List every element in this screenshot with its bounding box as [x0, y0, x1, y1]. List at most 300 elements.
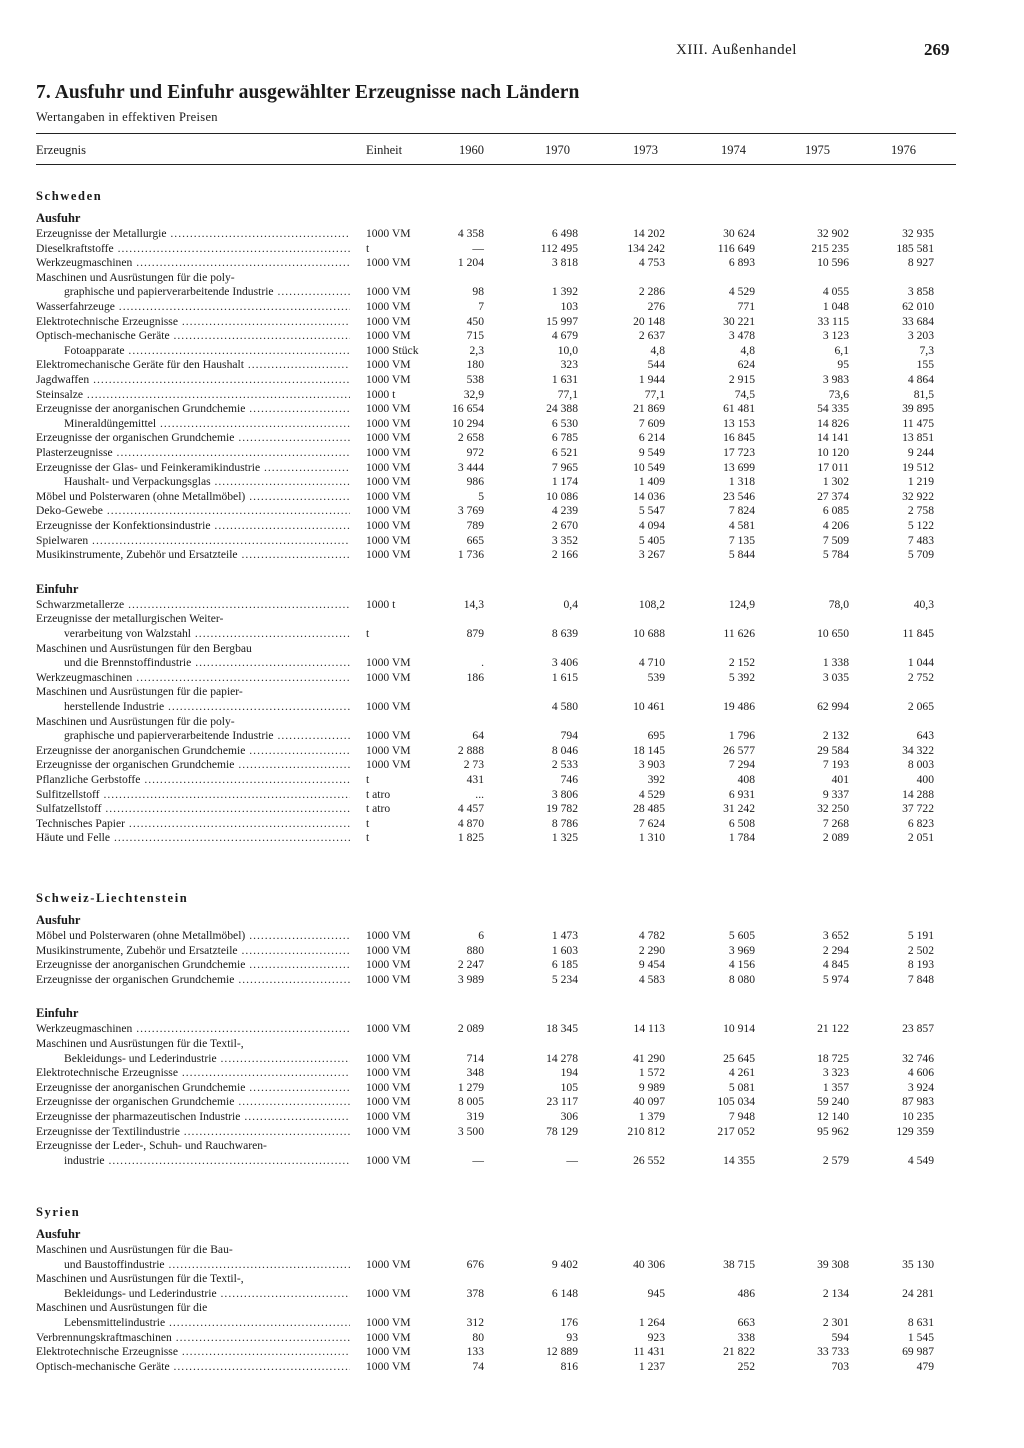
- value-cell: 665: [466, 533, 484, 547]
- value-cell: 3 323: [822, 1066, 849, 1080]
- unit-cell: 1000 VM: [366, 1359, 411, 1373]
- unit-cell: 1000 VM: [366, 329, 411, 343]
- value-cell: 1 944: [638, 373, 665, 386]
- value-cell: 35 130: [902, 1257, 934, 1271]
- table-row: [0, 417, 1024, 431]
- value-cell: 73,6: [828, 387, 849, 401]
- value-cell: 2 286: [638, 285, 665, 299]
- unit-cell: t: [366, 627, 370, 640]
- value-cell: 1 310: [638, 831, 665, 845]
- value-cell: 3 983: [822, 373, 849, 386]
- table-row: [0, 598, 1024, 612]
- product-label: Bekleidungs- und Lederindustrie .....: [64, 1287, 350, 1301]
- product-label: Steinsalze .....: [36, 388, 350, 402]
- value-cell: 62 994: [817, 700, 849, 713]
- value-cell: —: [472, 1153, 484, 1167]
- product-label: Elektrotechnische Erzeugnisse .....: [36, 315, 350, 329]
- product-label: Erzeugnisse der Metallurgie .....: [36, 227, 350, 241]
- value-cell: 3 806: [551, 787, 578, 801]
- value-cell: 31 242: [723, 802, 755, 816]
- table-row: [0, 671, 1024, 685]
- value-cell: 64: [472, 729, 484, 743]
- unit-cell: t atro: [366, 802, 391, 816]
- value-cell: 210 812: [627, 1124, 665, 1138]
- value-cell: 312: [466, 1316, 484, 1329]
- value-cell: 30 624: [723, 227, 755, 240]
- value-cell: 2 658: [457, 431, 484, 445]
- value-cell: 62 010: [902, 300, 934, 313]
- unit-cell: 1000 VM: [366, 1080, 411, 1094]
- unit-cell: 1000 VM: [366, 227, 411, 240]
- unit-cell: 1000 VM: [366, 519, 411, 532]
- value-cell: 715: [466, 329, 484, 343]
- column-header-unit: Einheit: [366, 143, 403, 157]
- value-cell: 401: [831, 773, 849, 786]
- unit-cell: 1000 VM: [366, 929, 411, 942]
- flow-heading: Einfuhr: [36, 1006, 79, 1021]
- product-label: Häute und Felle .....: [36, 831, 350, 845]
- table-row: [0, 431, 1024, 445]
- value-cell: 9 402: [551, 1257, 578, 1271]
- value-cell: 77,1: [557, 387, 578, 401]
- value-cell: 10 294: [452, 416, 484, 430]
- table-row: [0, 300, 1024, 314]
- product-label: Maschinen und Ausrüstungen für die poly-: [36, 270, 235, 284]
- value-cell: 194: [560, 1066, 578, 1080]
- table-row: [0, 802, 1024, 816]
- product-label: Musikinstrumente, Zubehör und Ersatzteile .....: [36, 548, 350, 562]
- flow-heading: Einfuhr: [36, 581, 79, 596]
- table-row: [0, 1037, 1024, 1051]
- unit-cell: 1000 VM: [366, 1051, 411, 1065]
- product-label: Maschinen und Ausrüstungen für die papier-: [36, 685, 243, 699]
- unit-cell: 1000 VM: [366, 402, 411, 416]
- value-cell: 7 294: [728, 758, 755, 772]
- value-cell: 4 549: [907, 1153, 934, 1167]
- column-header-year: 1975: [805, 143, 830, 157]
- product-label: Erzeugnisse der organischen Grundchemie .....: [36, 431, 350, 445]
- table-row: [0, 929, 1024, 943]
- value-cell: 5 234: [551, 972, 578, 986]
- table-row: [0, 373, 1024, 387]
- product-label: Fotoapparate .....: [64, 344, 350, 358]
- unit-cell: 1000 VM: [366, 1330, 411, 1344]
- value-cell: 33 684: [902, 314, 934, 328]
- value-cell: 32 922: [902, 489, 934, 503]
- value-cell: 4,8: [740, 343, 755, 357]
- table-row: [0, 461, 1024, 475]
- unit-cell: t: [366, 241, 370, 255]
- unit-cell: 1000 t: [366, 387, 396, 401]
- value-cell: 10 596: [817, 256, 849, 270]
- value-cell: 5 547: [638, 504, 665, 518]
- product-label: Möbel und Polsterwaren (ohne Metallmöbel) .....: [36, 490, 350, 504]
- table-row: [0, 744, 1024, 758]
- value-cell: 32 902: [817, 227, 849, 240]
- value-cell: 1 048: [822, 300, 849, 313]
- value-cell: 93: [566, 1330, 578, 1344]
- value-cell: 4 156: [728, 958, 755, 972]
- value-cell: 923: [647, 1330, 665, 1344]
- value-cell: 24 281: [902, 1286, 934, 1300]
- product-label: Schwarzmetallerze .....: [36, 598, 350, 612]
- table-row: [0, 715, 1024, 729]
- unit-cell: 1000 VM: [366, 256, 411, 270]
- value-cell: 155: [916, 358, 934, 372]
- product-label: Erzeugnisse der organischen Grundchemie .....: [36, 1095, 350, 1109]
- value-cell: 26 577: [723, 743, 755, 757]
- value-cell: 1 204: [457, 256, 484, 270]
- value-cell: 33 733: [817, 1345, 849, 1359]
- product-label: Erzeugnisse der Glas- und Feinkeramikindustrie .....: [36, 461, 350, 475]
- value-cell: 7 824: [728, 504, 755, 518]
- table-row: [0, 285, 1024, 299]
- product-label: Optisch-mechanische Geräte .....: [36, 1360, 350, 1374]
- value-cell: 1 044: [907, 656, 934, 670]
- product-label: Deko-Gewebe .....: [36, 504, 350, 518]
- product-label: Erzeugnisse der anorganischen Grundchemie .....: [36, 958, 350, 972]
- value-cell: 1 545: [907, 1330, 934, 1344]
- table-row: [0, 1022, 1024, 1036]
- value-cell: 7 483: [907, 533, 934, 547]
- value-cell: 6 498: [551, 227, 578, 240]
- value-cell: 2 915: [728, 373, 755, 386]
- value-cell: 594: [831, 1330, 849, 1344]
- value-cell: 14 826: [817, 416, 849, 430]
- value-cell: 21 869: [633, 402, 665, 416]
- value-cell: 2 502: [907, 943, 934, 957]
- value-cell: 78 129: [546, 1124, 578, 1138]
- table-row: [0, 548, 1024, 562]
- value-cell: 10 086: [546, 489, 578, 503]
- value-cell: 5 081: [728, 1080, 755, 1094]
- value-cell: 13 153: [723, 416, 755, 430]
- product-label: Erzeugnisse der anorganischen Grundchemie .....: [36, 1081, 350, 1095]
- unit-cell: t: [366, 816, 370, 830]
- value-cell: 1 302: [822, 475, 849, 489]
- product-label: Technisches Papier .....: [36, 817, 350, 831]
- table-row: [0, 758, 1024, 772]
- value-cell: 5: [478, 489, 484, 503]
- unit-cell: 1000 VM: [366, 475, 411, 489]
- value-cell: 12 140: [817, 1110, 849, 1123]
- unit-cell: 1000 VM: [366, 1345, 411, 1359]
- value-cell: 61 481: [723, 402, 755, 416]
- value-cell: 7 848: [907, 972, 934, 986]
- value-cell: 8 003: [907, 758, 934, 772]
- table-row: [0, 700, 1024, 714]
- value-cell: 11 845: [902, 627, 934, 640]
- value-cell: 703: [831, 1359, 849, 1373]
- product-label: Mineraldüngemittel .....: [64, 417, 350, 431]
- product-label: Wasserfahrzeuge .....: [36, 300, 350, 314]
- value-cell: 880: [466, 943, 484, 957]
- value-cell: 3 924: [907, 1080, 934, 1094]
- value-cell: 32 746: [902, 1051, 934, 1065]
- value-cell: 3 035: [822, 670, 849, 684]
- value-cell: 4 845: [822, 958, 849, 972]
- value-cell: 98: [472, 285, 484, 299]
- table-row: [0, 1287, 1024, 1301]
- table-subtitle: Wertangaben in effektiven Preisen: [36, 110, 218, 124]
- value-cell: 8 639: [551, 627, 578, 640]
- value-cell: 323: [560, 358, 578, 372]
- value-cell: 7 509: [822, 533, 849, 547]
- value-cell: 2 579: [822, 1153, 849, 1167]
- value-cell: 21 122: [817, 1022, 849, 1036]
- table-row: [0, 1243, 1024, 1257]
- value-cell: 9 549: [638, 446, 665, 459]
- value-cell: 103: [560, 300, 578, 313]
- value-cell: 3 652: [822, 929, 849, 942]
- product-label: Möbel und Polsterwaren (ohne Metallmöbel) .....: [36, 929, 350, 943]
- page-number: 269: [924, 40, 950, 59]
- unit-cell: t: [366, 773, 370, 786]
- table-row: [0, 729, 1024, 743]
- value-cell: 1 318: [728, 475, 755, 489]
- country-heading: Schweiz-Liechtenstein: [36, 891, 189, 905]
- product-label: Erzeugnisse der anorganischen Grundchemie .....: [36, 744, 350, 758]
- value-cell: 2 051: [907, 831, 934, 845]
- value-cell: 29 584: [817, 743, 849, 757]
- value-cell: 2 290: [638, 943, 665, 957]
- value-cell: 81,5: [913, 387, 934, 401]
- product-label: Elektrotechnische Erzeugnisse .....: [36, 1345, 350, 1359]
- table-row: [0, 817, 1024, 831]
- value-cell: 10 120: [817, 446, 849, 459]
- table-row: [0, 831, 1024, 845]
- value-cell: 9 989: [638, 1080, 665, 1094]
- column-header-year: 1960: [459, 143, 484, 157]
- column-header-year: 1970: [545, 143, 570, 157]
- value-cell: 11 475: [902, 416, 934, 430]
- unit-cell: 1000 VM: [366, 958, 411, 972]
- value-cell: 544: [647, 358, 665, 372]
- value-cell: 4 457: [457, 802, 484, 816]
- value-cell: 746: [560, 773, 578, 786]
- value-cell: 87 983: [902, 1095, 934, 1109]
- table-row: [0, 1139, 1024, 1153]
- value-cell: —: [566, 1153, 578, 1167]
- table-row: [0, 1052, 1024, 1066]
- value-cell: 105: [560, 1080, 578, 1094]
- product-label: und die Brennstoffindustrie .....: [64, 656, 350, 670]
- product-label: Sulfatzellstoff .....: [36, 802, 350, 816]
- value-cell: 6,1: [834, 343, 849, 357]
- value-cell: 2 752: [907, 670, 934, 684]
- value-cell: 17 723: [723, 446, 755, 459]
- value-cell: 643: [916, 729, 934, 743]
- column-header-year: 1974: [721, 143, 746, 157]
- value-cell: 4 529: [728, 285, 755, 299]
- value-cell: 3 769: [457, 504, 484, 518]
- value-cell: 624: [737, 358, 755, 372]
- unit-cell: 1000 Stück: [366, 343, 419, 357]
- value-cell: 8 631: [907, 1316, 934, 1329]
- value-cell: 1 473: [551, 929, 578, 942]
- value-cell: 14 141: [817, 431, 849, 445]
- unit-cell: 1000 VM: [366, 1286, 411, 1300]
- value-cell: 252: [737, 1359, 755, 1373]
- value-cell: 431: [466, 773, 484, 786]
- value-cell: 74: [472, 1359, 484, 1373]
- value-cell: 2 065: [907, 700, 934, 713]
- value-cell: 14,3: [463, 597, 484, 611]
- value-cell: 4 580: [551, 700, 578, 713]
- value-cell: 486: [737, 1286, 755, 1300]
- value-cell: 13 699: [723, 460, 755, 474]
- value-cell: 3 969: [728, 943, 755, 957]
- value-cell: 1 338: [822, 656, 849, 670]
- table-row: [0, 402, 1024, 416]
- unit-cell: 1000 VM: [366, 314, 411, 328]
- unit-cell: 1000 VM: [366, 656, 411, 670]
- unit-cell: 1000 VM: [366, 300, 411, 313]
- value-cell: 8 005: [457, 1095, 484, 1109]
- value-cell: 18 345: [546, 1022, 578, 1036]
- value-cell: 3 352: [551, 533, 578, 547]
- table-row: [0, 944, 1024, 958]
- value-cell: 1 264: [638, 1316, 665, 1329]
- unit-cell: 1000 VM: [366, 1110, 411, 1123]
- value-cell: 7 609: [638, 416, 665, 430]
- value-cell: 74,5: [734, 387, 755, 401]
- value-cell: 6 148: [551, 1286, 578, 1300]
- value-cell: 14 288: [902, 787, 934, 801]
- value-cell: 7,3: [919, 343, 934, 357]
- value-cell: 14 036: [633, 489, 665, 503]
- value-cell: 54 335: [817, 402, 849, 416]
- product-label: Elektromechanische Geräte für den Haushalt .....: [36, 358, 350, 372]
- value-cell: 714: [466, 1051, 484, 1065]
- value-cell: 794: [560, 729, 578, 743]
- table-row: [0, 1301, 1024, 1315]
- unit-cell: 1000 VM: [366, 1124, 411, 1138]
- product-label: Werkzeugmaschinen .....: [36, 256, 350, 270]
- table-row: [0, 1154, 1024, 1168]
- value-cell: 10 549: [633, 460, 665, 474]
- value-cell: 378: [466, 1286, 484, 1300]
- value-cell: 986: [466, 475, 484, 489]
- value-cell: 9 454: [638, 958, 665, 972]
- product-label: Werkzeugmaschinen .....: [36, 671, 350, 685]
- product-label: Musikinstrumente, Zubehör und Ersatzteile .....: [36, 944, 350, 958]
- value-cell: 8 080: [728, 972, 755, 986]
- table-row: [0, 685, 1024, 699]
- value-cell: 59 240: [817, 1095, 849, 1109]
- product-label: Erzeugnisse der pharmazeutischen Industrie .....: [36, 1110, 350, 1124]
- table-row: [0, 519, 1024, 533]
- running-head: XIII. Außenhandel: [676, 42, 797, 58]
- value-cell: 7 965: [551, 460, 578, 474]
- value-cell: 6 823: [907, 816, 934, 830]
- unit-cell: 1000 VM: [366, 416, 411, 430]
- value-cell: 5 709: [907, 548, 934, 562]
- table-row: [0, 329, 1024, 343]
- value-cell: 7: [478, 300, 484, 313]
- value-cell: 3 406: [551, 656, 578, 670]
- value-cell: 2 758: [907, 504, 934, 518]
- value-cell: 215 235: [811, 241, 849, 255]
- product-label: Erzeugnisse der anorganischen Grundchemie .....: [36, 402, 350, 416]
- unit-cell: 1000 VM: [366, 758, 411, 772]
- value-cell: 676: [466, 1257, 484, 1271]
- product-label: Elektrotechnische Erzeugnisse .....: [36, 1066, 350, 1080]
- value-cell: 0,4: [563, 597, 578, 611]
- value-cell: 217 052: [717, 1124, 755, 1138]
- country-heading: Schweden: [36, 189, 103, 203]
- value-cell: 4 261: [728, 1066, 755, 1080]
- unit-cell: 1000 VM: [366, 972, 411, 986]
- value-cell: 7 135: [728, 533, 755, 547]
- value-cell: 5 191: [907, 929, 934, 942]
- value-cell: 1 825: [457, 831, 484, 845]
- value-cell: 771: [737, 300, 755, 313]
- value-cell: 3 818: [551, 256, 578, 270]
- product-label: Verbrennungskraftmaschinen .....: [36, 1331, 350, 1345]
- value-cell: 3 500: [457, 1124, 484, 1138]
- table-row: [0, 1125, 1024, 1139]
- product-label: Plasterzeugnisse .....: [36, 446, 350, 460]
- value-cell: 33 115: [817, 314, 849, 328]
- value-cell: 3 858: [907, 285, 934, 299]
- value-cell: 24 388: [546, 402, 578, 416]
- value-cell: 129 359: [896, 1124, 934, 1138]
- value-cell: 134 242: [627, 241, 665, 255]
- table-row: [0, 642, 1024, 656]
- value-cell: .: [481, 656, 484, 670]
- value-cell: 3 903: [638, 758, 665, 772]
- product-label: industrie .....: [64, 1154, 350, 1168]
- table-row: [0, 1360, 1024, 1374]
- value-cell: 5 784: [822, 548, 849, 562]
- value-cell: 32 935: [902, 227, 934, 240]
- value-cell: 6: [478, 929, 484, 942]
- value-cell: 392: [647, 773, 665, 786]
- value-cell: 14 355: [723, 1153, 755, 1167]
- value-cell: 2 670: [551, 519, 578, 532]
- value-cell: 8 193: [907, 958, 934, 972]
- value-cell: 37 722: [902, 802, 934, 816]
- table-row: [0, 1095, 1024, 1109]
- value-cell: 40 097: [633, 1095, 665, 1109]
- value-cell: 5 392: [728, 670, 755, 684]
- value-cell: 124,9: [728, 597, 755, 611]
- value-cell: 39 308: [817, 1257, 849, 1271]
- product-label: Haushalt- und Verpackungsglas .....: [64, 475, 350, 489]
- value-cell: 10 461: [633, 700, 665, 713]
- value-cell: 306: [560, 1110, 578, 1123]
- value-cell: 1 603: [551, 943, 578, 957]
- value-cell: 1 796: [728, 729, 755, 743]
- product-label: Erzeugnisse der organischen Grundchemie .....: [36, 758, 350, 772]
- value-cell: 14 278: [546, 1051, 578, 1065]
- table-row: [0, 1081, 1024, 1095]
- product-label: Maschinen und Ausrüstungen für die: [36, 1301, 208, 1315]
- value-cell: 2 247: [457, 958, 484, 972]
- value-cell: 25 645: [723, 1051, 755, 1065]
- value-cell: 16 654: [452, 402, 484, 416]
- value-cell: 7 624: [638, 816, 665, 830]
- value-cell: 10 914: [723, 1022, 755, 1036]
- table-row: [0, 958, 1024, 972]
- value-cell: 112 495: [540, 241, 578, 255]
- value-cell: 479: [916, 1359, 934, 1373]
- value-cell: ...: [475, 787, 484, 801]
- unit-cell: 1000 VM: [366, 431, 411, 445]
- value-cell: 2,3: [469, 343, 484, 357]
- value-cell: 2 73: [463, 758, 484, 772]
